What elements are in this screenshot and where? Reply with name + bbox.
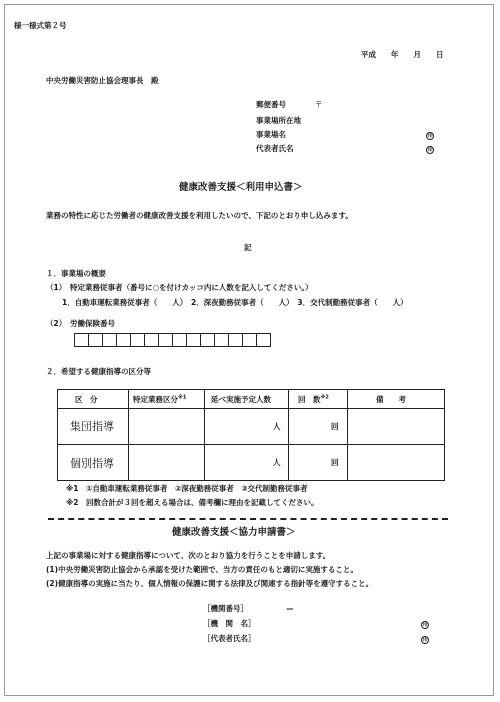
institution-number-label: ［機関番号］	[203, 604, 248, 613]
coop-text-3: (2)健康指導の実施に当たり、個人情報の保護に関する法律及び関連する指針等を遵守すること。	[46, 579, 374, 588]
postal-label: 郵便番号	[256, 100, 286, 109]
insurance-digit-box[interactable]	[88, 333, 103, 347]
insurance-digit-box[interactable]	[74, 333, 89, 347]
header-remarks: 備 考	[376, 395, 406, 404]
header-count: 回 数$^{※2}$	[298, 394, 329, 404]
insurance-digit-box[interactable]	[144, 333, 159, 347]
representative-seal-icon	[426, 144, 434, 154]
intro-text: 業務の特性に応じた労働者の健康改善支援を利用したいので、下記のとおり申し込みます。	[46, 211, 353, 220]
cut-line	[48, 518, 448, 520]
row-individual-label: 個別指導	[70, 457, 114, 470]
insurance-digit-box[interactable]	[214, 333, 229, 347]
seal-mark: 印	[427, 133, 433, 139]
coop-text-1: 上記の事業場に対する健康指導について、次のとおり協力を行うことを申請します。	[46, 551, 331, 560]
institution-rep-seal-icon	[421, 634, 429, 644]
form-frame	[4, 4, 494, 696]
application-title: 健康改善支援＜利用申込書＞	[179, 182, 303, 193]
insurance-digit-box[interactable]	[172, 333, 187, 347]
insurance-digit-box[interactable]	[158, 333, 173, 347]
addressee: 中央労働災害防止協会理事長 殿	[46, 76, 159, 85]
insurance-digit-box[interactable]	[200, 333, 215, 347]
row-individual-times-unit: 回	[331, 458, 339, 467]
business-name-label: 事業場名	[256, 130, 286, 139]
insurance-digit-box[interactable]	[228, 333, 243, 347]
row-individual-people-unit: 人	[273, 458, 281, 467]
postal-mark: 〒	[315, 100, 323, 109]
insurance-number-label: （2） 労働保険番号	[46, 319, 115, 328]
row-group-people-unit: 人	[273, 422, 281, 431]
insurance-number-boxes[interactable]	[75, 333, 271, 347]
header-category: 区 分	[75, 395, 98, 404]
institution-number-dash: —	[286, 604, 294, 613]
institution-name-label: ［機 関 名］	[203, 619, 256, 628]
note-2: ※2 回数合計が３回を超える場合は、備考欄に理由を記載してください。	[66, 498, 319, 507]
date-line: 平成 年 月 日	[361, 50, 444, 59]
row-group-times-unit: 回	[331, 422, 339, 431]
seal-mark: 印	[427, 147, 433, 153]
business-seal-icon	[426, 130, 434, 140]
header-planned-people: 延べ実施予定人数	[211, 395, 271, 404]
seal-mark: 印	[422, 637, 428, 643]
guidance-table	[57, 389, 445, 481]
specific-work-items: 1．自動車運転業務従事者（ 人） 2．深夜勤務従事者（ 人） 3．交代制勤務従事者（ 人）	[62, 298, 408, 307]
form-code: 様一様式第２号	[14, 21, 67, 30]
section1-heading: １．事業場の概要	[46, 269, 106, 278]
institution-rep-label: ［代表者氏名］	[203, 634, 256, 643]
cooperation-title: 健康改善支援＜協力申請書＞	[172, 527, 296, 538]
note-1: ※1 ①自動車運転業務従事者 ②深夜勤務従事者 ③交代制勤務従事者	[66, 484, 308, 493]
insurance-digit-box[interactable]	[130, 333, 145, 347]
seal-mark: 印	[422, 622, 428, 628]
insurance-digit-box[interactable]	[256, 333, 271, 347]
section2-heading: ２．希望する健康指導の区分等	[46, 367, 151, 376]
representative-label: 代表者氏名	[256, 144, 294, 153]
insurance-digit-box[interactable]	[242, 333, 257, 347]
institution-seal-icon	[421, 619, 429, 629]
row-group-label: 集団指導	[70, 420, 114, 433]
specific-work-label: （1） 特定業務従事者（番号に○を付けカッコ内に人数を記入してください。）	[46, 283, 313, 292]
header-specific-work: 特定業務区分$^{※1}$	[133, 394, 187, 404]
address-label: 事業場所在地	[256, 116, 301, 125]
insurance-digit-box[interactable]	[186, 333, 201, 347]
coop-text-2: (1)中央労働災害防止協会から承認を受けた範囲で、当方の責任のもと適切に実施すること。	[46, 565, 358, 574]
insurance-digit-box[interactable]	[116, 333, 131, 347]
insurance-digit-box[interactable]	[102, 333, 117, 347]
ki-marker: 記	[244, 243, 252, 252]
